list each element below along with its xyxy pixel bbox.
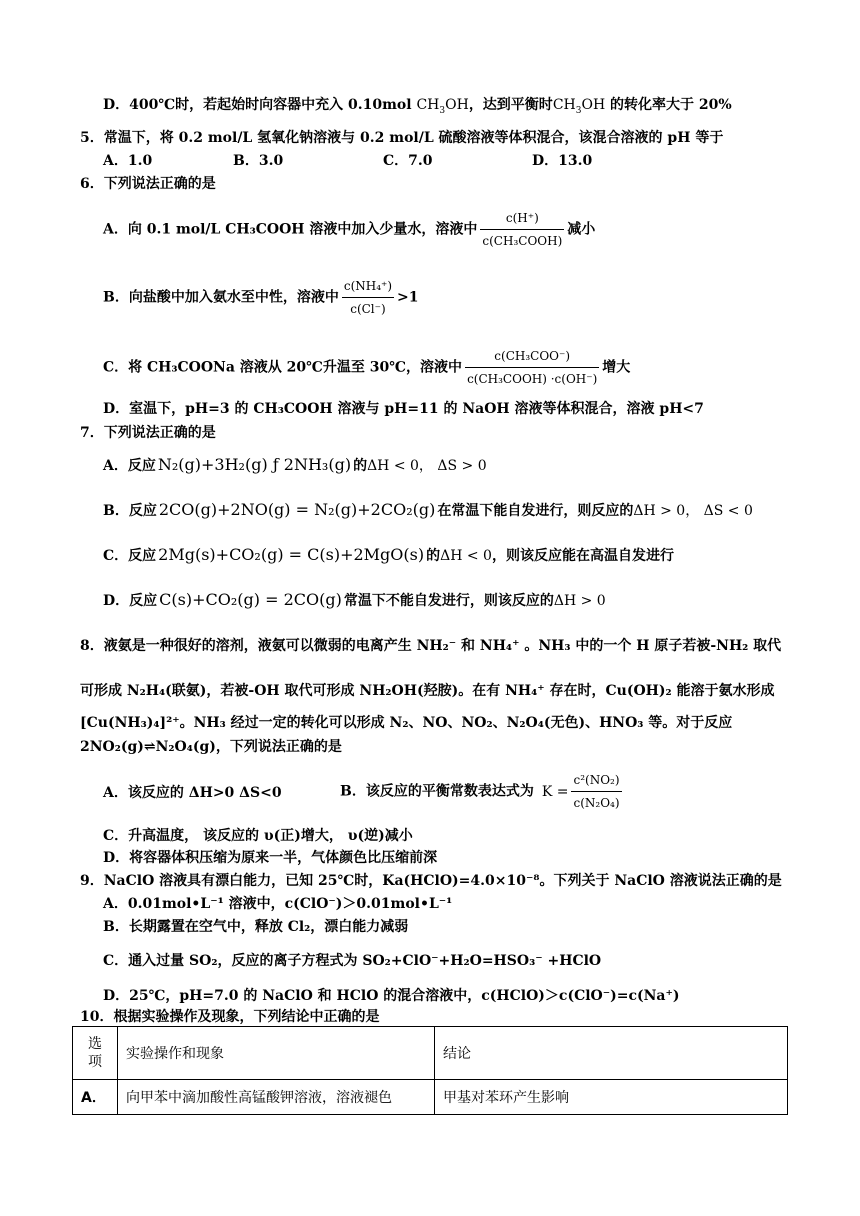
q9-option-b: B．长期露置在空气中，释放 Cl₂，漂白能力减弱 [103, 919, 409, 935]
q9-stem: 9．NaClO 溶液具有漂白能力，已知 25℃时，Ka(HClO)=4.0×10⁻⁸。下列关于 NaClO 溶液说法正确的是 [80, 873, 782, 889]
q5-option-c: C．7.0 [383, 153, 433, 169]
table-header-row [73, 1027, 788, 1080]
q7-option-b: B．反应 2CO(g)+2NO(g) = N₂(g)+2CO₂(g) 在常温下能自发进行，则反应的ΔH > 0， ΔS < 0 [103, 500, 753, 519]
row-option: A． [73, 1080, 118, 1115]
q6-option-a: A．向 0.1 mol/L CH₃COOH 溶液中加入少量水，溶液中 $\frac{c(H^+)}{\text{c(CH₃COOH)}}$ 减小 [103, 208, 595, 251]
q8-option-d: D．将容器体积压缩为原来一半，气体颜色比压缩前深 [103, 850, 438, 866]
q6-option-c: C．将 CH₃COONa 溶液从 20℃升温至 30℃，溶液中 $\frac{\text{c(CH₃COO⁻)}}{\text{c(CH₃COOH) ·c(OH⁻)}}$ 增大 [103, 346, 630, 389]
q6-option-d: D．室温下，pH=3 的 CH₃COOH 溶液与 pH=11 的 NaOH 溶液等体积混合，溶液 pH<7 [103, 401, 704, 417]
q8-b-fraction: $\frac{\text{c²(NO₂)}}{\text{c(N₂O₄)}}$ [571, 770, 621, 813]
row-conclusion: 甲基对苯环产生影响 [435, 1080, 788, 1115]
q6-option-b: B．向盐酸中加入氨水至中性，溶液中 $\frac{\text{c(NH₄⁺)}}{c(Cl^-)}$ >1 [103, 276, 419, 319]
q6-stem: 6．下列说法正确的是 [80, 176, 216, 192]
q5-option-d: D．13.0 [532, 153, 593, 169]
table-row [73, 1080, 788, 1115]
q7-option-d: D．反应 C(s)+CO₂(g) = 2CO(g) 常温下不能自发进行，则该反应的ΔH > 0 [103, 590, 606, 609]
q7-option-c: C．反应 2Mg(s)+CO₂(g) = C(s)+2MgO(s) 的ΔH < 0，则该反应能在高温自发进行 [103, 545, 674, 564]
q5-option-a: A．1.0 [103, 153, 153, 169]
q4-option-d: D．400℃时，若起始时向容器中充入 0.10mol $CH_3OH$，达到平衡时$CH_3OH$ 的转化率大于 20% [103, 97, 732, 116]
q8-option-b: B．该反应的平衡常数表达式为 K = $\frac{\text{c²(NO₂)}}{\text{c(N₂O₄)}}$ [340, 770, 625, 813]
q8-line-4: 2NO₂(g)⇌N₂O₄(g)，下列说法正确的是 [80, 739, 342, 755]
q8-option-c: C．升高温度， 该反应的 υ(正)增大， υ(逆)减小 [103, 828, 413, 844]
q6-a-fraction: $\frac{c(H^+)}{\text{c(CH₃COOH)}}$ [480, 208, 564, 251]
q8-line-3: [Cu(NH₃)₄]²⁺。NH₃ 经过一定的转化可以形成 N₂、NO、NO₂、N₂O₄(无色)、HNO₃ 等。对于反应 [80, 715, 733, 731]
experiment-table [72, 1026, 788, 1115]
q9-option-c: C．通入过量 SO₂，反应的离子方程式为 SO₂+ClO⁻+H₂O=HSO₃⁻ +HClO [103, 953, 602, 969]
q9-option-a: A．0.01mol•L⁻¹ 溶液中，c(ClO⁻)＞0.01mol•L⁻¹ [103, 896, 453, 912]
q5-option-b: B．3.0 [233, 153, 284, 169]
header-option: 选 项 [73, 1027, 118, 1080]
q9-option-d: D．25℃，pH=7.0 的 NaClO 和 HClO 的混合溶液中，c(HClO)＞c(ClO⁻)=c(Na⁺) [103, 988, 680, 1004]
q7-option-a: A．反应 N₂(g)+3H₂(g) ƒ 2NH₃(g) 的ΔH < 0， ΔS > 0 [103, 455, 487, 474]
q10-stem: 10．根据实验操作及现象，下列结论中正确的是 [80, 1009, 380, 1025]
q8-line-1: 8．液氨是一种很好的溶剂，液氨可以微弱的电离产生 NH₂⁻ 和 NH₄⁺ 。NH₃ 中的一个 H 原子若被-NH₂ 取代 [80, 638, 782, 654]
header-conclusion: 结论 [435, 1027, 788, 1080]
q8-option-a: A．该反应的 ΔH>0 ΔS<0 [103, 785, 282, 801]
header-operation: 实验操作和现象 [118, 1027, 435, 1080]
q6-c-fraction: $\frac{\text{c(CH₃COO⁻)}}{\text{c(CH₃COOH) ·c(OH⁻)}}$ [465, 346, 599, 389]
q7-stem: 7．下列说法正确的是 [80, 425, 216, 441]
q5-stem: 5．常温下，将 0.2 mol/L 氢氧化钠溶液与 0.2 mol/L 硫酸溶液等体积混合，该混合溶液的 pH 等于 [80, 130, 724, 146]
q8-line-2: 可形成 N₂H₄(联氨)，若被-OH 取代可形成 NH₂OH(羟胺)。在有 NH₄⁺ 存在时，Cu(OH)₂ 能溶于氨水形成 [80, 683, 775, 699]
q6-b-fraction: $\frac{\text{c(NH₄⁺)}}{c(Cl^-)}$ [342, 276, 394, 319]
row-operation: 向甲苯中滴加酸性高锰酸钾溶液，溶液褪色 [118, 1080, 435, 1115]
